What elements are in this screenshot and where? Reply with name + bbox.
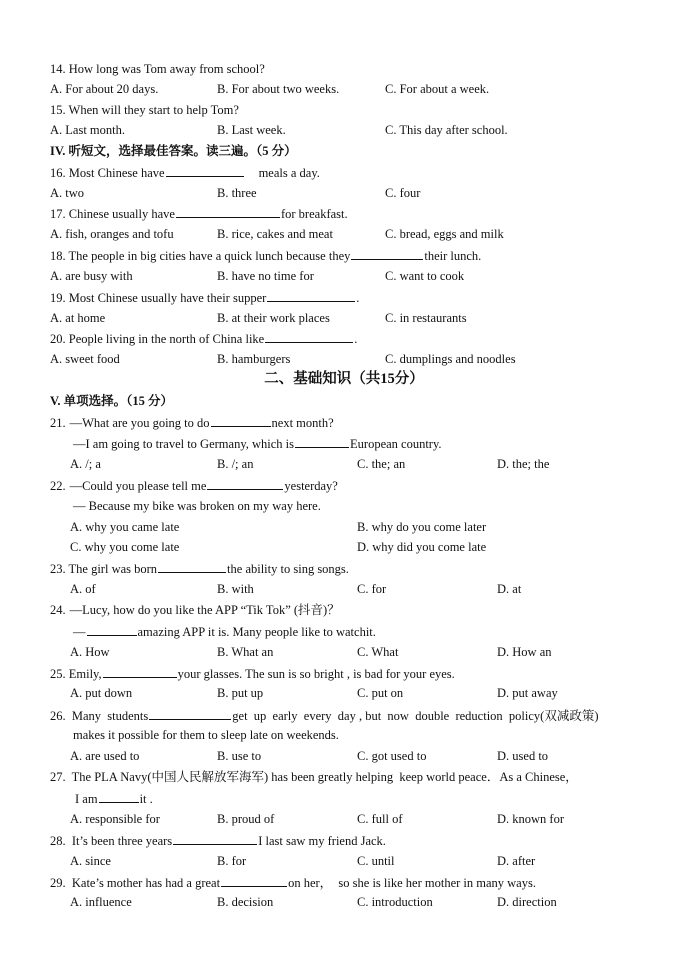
question-20: 20. People living in the north of China like . — [50, 332, 358, 346]
option-16c: C. four — [385, 186, 421, 200]
option-23c: C. for — [357, 582, 387, 596]
answer-blank — [207, 477, 283, 490]
option-19b: B. at their work places — [217, 311, 330, 325]
option-14b: B. For about two weeks. — [217, 82, 340, 96]
option-29b: B. decision — [217, 895, 274, 909]
question-25: 25. Emily, your glasses. The sun is so bright , is bad for your eyes. — [50, 667, 455, 681]
option-29a: A. influence — [70, 895, 132, 909]
option-22d: D. why did you come late — [357, 540, 487, 554]
option-26c: C. got used to — [357, 749, 427, 763]
answer-blank — [211, 414, 271, 427]
answer-blank — [221, 874, 287, 887]
option-25a: A. put down — [70, 686, 133, 700]
option-26b: B. use to — [217, 749, 262, 763]
option-25c: C. put on — [357, 686, 404, 700]
option-28d: D. after — [497, 854, 536, 868]
option-27a: A. responsible for — [70, 812, 160, 826]
option-27c: C. full of — [357, 812, 403, 826]
option-24d: D. How an — [497, 645, 552, 659]
answer-blank — [149, 707, 231, 720]
option-21d: D. the; the — [497, 457, 550, 471]
question-15: 15. When will they start to help Tom? — [50, 103, 239, 117]
answer-blank — [158, 560, 226, 573]
option-22a: A. why you came late — [70, 520, 180, 534]
option-28a: A. since — [70, 854, 111, 868]
option-17a: A. fish, oranges and tofu — [50, 227, 174, 241]
option-22c: C. why you come late — [70, 540, 180, 554]
option-16a: A. two — [50, 186, 85, 200]
question-21-response: —I am going to travel to Germany, which is European country. — [73, 437, 442, 451]
question-19: 19. Most Chinese usually have their supper . — [50, 291, 360, 305]
option-26d: D. used to — [497, 749, 549, 763]
answer-blank — [166, 164, 244, 177]
section-v-heading: V. 单项选择。（15 分） — [50, 394, 174, 408]
option-26a: A. are used to — [70, 749, 140, 763]
question-21: 21. —What are you going to do next month? — [50, 416, 334, 430]
question-17: 17. Chinese usually have for breakfast. — [50, 207, 348, 221]
question-22: 22. —Could you please tell me yesterday? — [50, 479, 338, 493]
answer-blank — [351, 247, 423, 260]
option-19c: C. in restaurants — [385, 311, 467, 325]
question-24-response: — amazing APP it is. Many people like to watchit. — [73, 625, 376, 639]
option-23b: B. with — [217, 582, 254, 596]
option-14a: A. For about 20 days. — [50, 82, 159, 96]
answer-blank — [99, 790, 139, 803]
option-25d: D. put away — [497, 686, 558, 700]
option-14c: C. For about a week. — [385, 82, 490, 96]
option-24c: C. What — [357, 645, 399, 659]
option-20b: B. hamburgers — [217, 352, 291, 366]
option-18a: A. are busy with — [50, 269, 133, 283]
answer-blank — [87, 623, 137, 636]
answer-blank — [176, 205, 280, 218]
option-20c: C. dumplings and noodles — [385, 352, 516, 366]
option-17b: B. rice, cakes and meat — [217, 227, 333, 241]
question-28: 28. It’s been three years I last saw my friend Jack. — [50, 834, 386, 848]
answer-blank — [267, 289, 355, 302]
question-29: 29. Kate’s mother has had a great on her， so she is like her mother in many ways. — [50, 876, 536, 890]
option-29d: D. direction — [497, 895, 557, 909]
question-18: 18. The people in big cities have a quick lunch because they their lunch. — [50, 249, 482, 263]
question-16: 16. Most Chinese have meals a day. — [50, 166, 320, 180]
part-two-title: 二、基础知识（共15分） — [264, 371, 424, 387]
option-21b: B. /; an — [217, 457, 254, 471]
option-24a: A. How — [70, 645, 110, 659]
question-14: 14. How long was Tom away from school? — [50, 62, 265, 76]
question-27: 27. The PLA Navy(中国人民解放军海军) has been greatly helping keep world peace．As a Chinese， — [50, 770, 578, 784]
option-16b: B. three — [217, 186, 257, 200]
option-28b: B. for — [217, 854, 247, 868]
option-21c: C. the; an — [357, 457, 406, 471]
option-28c: C. until — [357, 854, 395, 868]
option-24b: B. What an — [217, 645, 274, 659]
option-18c: C. want to cook — [385, 269, 465, 283]
option-23a: A. of — [70, 582, 96, 596]
question-27-continued: I am it . — [75, 792, 153, 806]
question-24: 24. —Lucy, how do you like the APP “Tik Tok” (抖音)？ — [50, 603, 340, 617]
question-22-response: — Because my bike was broken on my way here. — [73, 499, 321, 513]
option-23d: D. at — [497, 582, 522, 596]
question-23: 23. The girl was born the ability to sing songs. — [50, 562, 349, 576]
option-22b: B. why do you come later — [357, 520, 487, 534]
option-15a: A. Last month. — [50, 123, 125, 137]
option-27d: D. known for — [497, 812, 565, 826]
option-27b: B. proud of — [217, 812, 275, 826]
option-15c: C. This day after school. — [385, 123, 508, 137]
option-15b: B. Last week. — [217, 123, 286, 137]
option-25b: B. put up — [217, 686, 264, 700]
option-19a: A. at home — [50, 311, 106, 325]
option-21a: A. /; a — [70, 457, 101, 471]
section-iv-heading: IV. 听短文，选择最佳答案。读三遍。（5 分） — [50, 144, 297, 158]
option-18b: B. have no time for — [217, 269, 314, 283]
answer-blank — [103, 665, 177, 678]
question-26: 26. Many students get up early every day , but now double reduction policy(双减政策) — [50, 709, 599, 723]
answer-blank — [295, 435, 349, 448]
option-29c: C. introduction — [357, 895, 433, 909]
answer-blank — [173, 832, 257, 845]
option-17c: C. bread, eggs and milk — [385, 227, 504, 241]
answer-blank — [265, 330, 353, 343]
question-26-continued: makes it possible for them to sleep late on weekends. — [73, 728, 339, 742]
option-20a: A. sweet food — [50, 352, 120, 366]
